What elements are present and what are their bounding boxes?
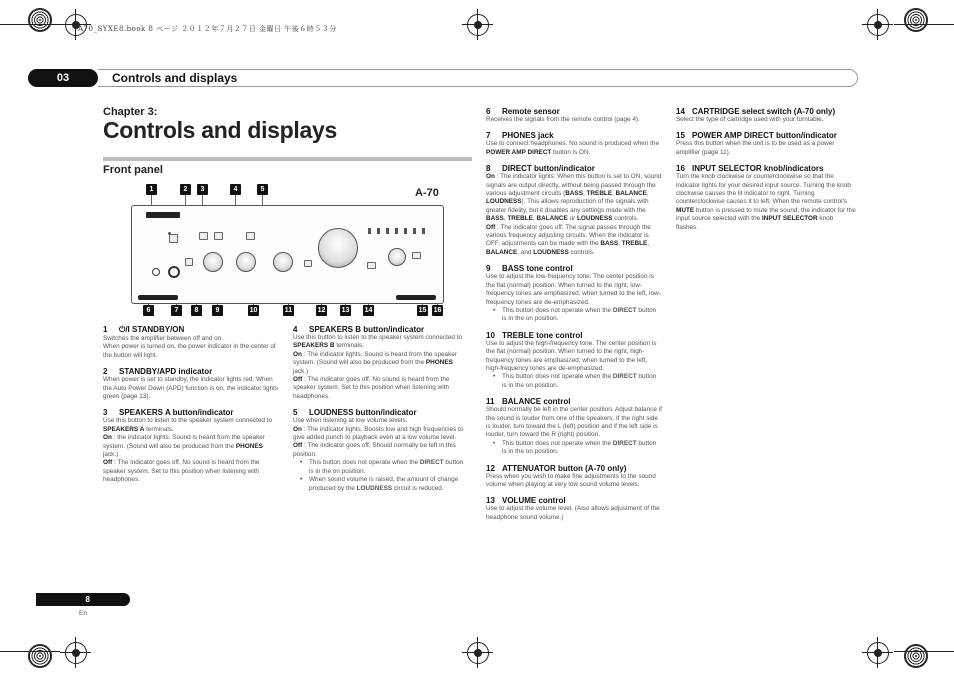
callout-7: 7 xyxy=(171,305,182,316)
item-title: 8 DIRECT button/indicator xyxy=(486,164,595,174)
column-3 xyxy=(486,107,662,529)
callout-1: 1 xyxy=(146,184,157,195)
item-16 xyxy=(676,164,856,232)
item-number: 2 xyxy=(103,367,108,377)
item-body-text: Off : The indicator goes off. No sound is heard from the speaker system. Set to this position when listening with headphones. xyxy=(103,459,260,484)
color-target-icon xyxy=(28,644,52,668)
item-13 xyxy=(486,496,662,522)
item-title: 11 BALANCE control xyxy=(486,397,571,407)
item-body-text: On : The indicator lights. Sound is heard from the speaker system. (Sound will also be produced from the PHONES jack.) xyxy=(293,350,457,375)
callout-10: 10 xyxy=(249,307,258,314)
item-number: 7 xyxy=(486,131,491,141)
registration-mark-icon xyxy=(867,642,889,664)
power-amp-direct-button[interactable] xyxy=(412,252,421,259)
item-number: 5 xyxy=(293,408,298,418)
item-title: 10 TREBLE tone control xyxy=(486,330,583,340)
item-body-text: Use to adjust the volume level. (Also allows adjustment of the headphone sound volume.) xyxy=(486,505,660,521)
color-target-icon xyxy=(28,8,52,32)
item-title: 13 VOLUME control xyxy=(486,496,566,506)
item-title: 16 INPUT SELECTOR knob/indicators xyxy=(676,164,824,174)
chapter-tab-title: Controls and displays xyxy=(112,71,238,85)
color-target-icon xyxy=(904,8,928,32)
item-number: 13 xyxy=(486,496,495,506)
bass-knob[interactable] xyxy=(203,252,223,272)
item-title: 1 ⏻/I STANDBY/ON xyxy=(103,325,185,334)
item-body-text: Turn the knob clockwise or counterclockwise so that the indicator lights for your desired input source. Turning the knob clockwise causes the lit indicator to right. Turning counterclockwise causes it to left. When the remote control's MUTE button is pressed to mute the sound, the indicator for the input source selected with the INPUT SELECTOR knob flashes. xyxy=(676,173,856,231)
volume-knob[interactable] xyxy=(318,228,358,268)
page-number: 8 xyxy=(36,593,130,606)
callout-12: 12 xyxy=(317,307,326,314)
balance-knob[interactable] xyxy=(273,252,293,272)
callout-9: 9 xyxy=(212,305,223,316)
item-number: 8 xyxy=(486,164,491,174)
item-title: 6 Remote sensor xyxy=(486,107,560,116)
item-title: 3 SPEAKERS A button/indicator xyxy=(103,408,234,418)
item-6 xyxy=(486,107,662,124)
item-title: 12 ATTENUATOR button (A-70 only) xyxy=(486,463,627,473)
item-2 xyxy=(103,367,279,401)
item-12 xyxy=(486,464,662,490)
crop-mark xyxy=(894,651,954,652)
item-title: 2 STANDBY/APD indicator xyxy=(103,367,213,377)
item-title: 15 POWER AMP DIRECT button/indicator xyxy=(676,131,837,141)
direct-button[interactable] xyxy=(185,258,193,266)
item-5 xyxy=(293,408,469,493)
registration-mark-icon xyxy=(467,14,489,36)
section-divider xyxy=(103,157,472,161)
remote-sensor xyxy=(152,268,160,276)
treble-knob[interactable] xyxy=(236,252,256,272)
chapter-tab-number: 03 xyxy=(28,69,98,87)
item-body-text: On : The indicator lights. Boosts low and high frequencies to give added punch to playback even at a low volume level. xyxy=(293,425,464,442)
item-3 xyxy=(103,408,279,484)
item-body-text: On : The indicator lights: When this button is set to ON, sound signals are output directly, without being passed through the various adjustment circuits (BASS, TREBLE, BALANCE, LOUDNESS). This allows reproduction of the signals with greater fidelity, but it disables any settings made with the BASS, TREBLE, BALANCE or LOUDNESS controls. xyxy=(486,173,662,223)
phones-jack[interactable] xyxy=(168,266,180,278)
item-8 xyxy=(486,164,662,257)
input-selector-knob[interactable] xyxy=(388,248,406,266)
item-number: 3 xyxy=(103,408,108,418)
item-bullet: • This button does not operate when the DIRECT button is in the on position. xyxy=(293,459,469,476)
item-10 xyxy=(486,331,662,390)
item-bullet: • This button does not operate when the DIRECT button is in the on position. xyxy=(486,307,662,324)
item-body-text: Off : The indicator goes off: The signal passes through the various frequency adjusting circuits. When the indicator is OFF, adjustments can be made with the BASS, TREBLE, BALANCE, and LOUDNESS controls. xyxy=(486,223,651,256)
item-body-text: When power is turned on, the power indicator in the center of the button will light. xyxy=(103,343,276,359)
item-9 xyxy=(486,264,662,323)
front-panel-illustration xyxy=(131,205,444,304)
item-number: 1 xyxy=(103,325,108,334)
language-code: En xyxy=(79,610,87,617)
item-body-text: Use to connect headphones. No sound is produced when the POWER AMP DIRECT button is ON. xyxy=(486,140,660,156)
callout-6: 6 xyxy=(143,305,154,316)
item-title: 14 CARTRIDGE select switch (A-70 only) xyxy=(676,107,836,116)
callout-2: 2 xyxy=(180,184,191,195)
item-1 xyxy=(103,325,279,360)
item-body-text: When power is set to standby, the indicator lights red. When the Auto Power Down (APD) function is on, the indicator lights green (page 13). xyxy=(103,376,279,401)
item-body-text: Use this button to listen to the speaker system connected to SPEAKERS A terminals. xyxy=(103,417,273,433)
column-1 xyxy=(103,325,279,492)
item-body-text: Off : The indicator goes off. Should normally be left in this position. xyxy=(293,442,456,458)
speakers-b-button[interactable] xyxy=(214,232,223,240)
callout-5: 5 xyxy=(257,184,268,195)
item-body-text: Press when you wish to make fine adjustments to the sound volume when playing at very low sound volume levels. xyxy=(486,472,656,488)
callout-4: 4 xyxy=(230,184,241,195)
item-number: 6 xyxy=(486,107,491,116)
file-header-meta: A70_SYXE8.book 8 ページ ２０１２年７月２７日 金曜日 午後６時５３分 xyxy=(78,25,337,33)
item-number: 15 xyxy=(676,131,685,141)
item-body-text: Use this button to listen to the speaker system connected to SPEAKERS B terminals. xyxy=(293,334,463,350)
crop-mark xyxy=(0,24,60,25)
callout-11: 11 xyxy=(284,307,293,314)
speakers-a-button[interactable] xyxy=(199,232,208,240)
item-15 xyxy=(676,131,856,157)
item-number: 11 xyxy=(486,397,495,407)
panel-foot-right xyxy=(396,295,436,300)
registration-mark-icon xyxy=(867,14,889,36)
item-11 xyxy=(486,397,662,456)
registration-mark-icon xyxy=(467,642,489,664)
callout-8: 8 xyxy=(191,305,202,316)
section-title: Front panel xyxy=(103,164,163,176)
item-number: 4 xyxy=(293,325,298,334)
color-target-icon xyxy=(904,644,928,668)
callout-15: 15 xyxy=(418,307,427,314)
cartridge-switch[interactable] xyxy=(367,262,376,269)
item-bullet: • When sound volume is raised, the amount of change produced by the LOUDNESS circuit is reduced. xyxy=(293,476,469,493)
page-title: Controls and displays xyxy=(103,117,337,143)
crop-mark xyxy=(0,651,60,652)
item-4 xyxy=(293,325,469,401)
column-2 xyxy=(293,325,469,500)
item-body-text: Use to adjust the high-frequency tone. The center position is the flat (normal) position. When turned to the right, high-frequency tones are emphasized; when turned to the left, high-frequency tones are de-emphasized. xyxy=(486,339,657,372)
item-title: 7 PHONES jack xyxy=(486,131,554,141)
item-body-text: Select the type of cartridge used with your turntable. xyxy=(676,116,824,123)
item-number: 12 xyxy=(486,463,495,473)
chapter-label: Chapter 3: xyxy=(103,106,158,118)
model-label: A-70 xyxy=(415,187,439,199)
loudness-button[interactable] xyxy=(246,232,255,240)
item-bullet: • This button does not operate when the DIRECT button is in the on position. xyxy=(486,440,662,457)
item-body-text: Receives the signals from the remote control (page 4). xyxy=(486,116,640,123)
item-number: 14 xyxy=(676,107,685,116)
item-title: 4 SPEAKERS B button/indicator xyxy=(293,325,425,334)
panel-foot-left xyxy=(138,295,178,300)
input-indicator-row xyxy=(368,228,428,234)
brand-logo xyxy=(146,212,180,218)
column-4 xyxy=(676,107,856,239)
attenuator-button[interactable] xyxy=(304,260,312,267)
crop-mark xyxy=(894,24,954,25)
item-bullet: • This button does not operate when the DIRECT button is in the on position. xyxy=(486,373,662,390)
item-body-text: Use to adjust the low-frequency tone. The center position is the flat (normal) position. When turned to the right, low-frequency tones are emphasized; when turned to the left, low-frequency tones are de-emphasized. xyxy=(486,273,661,306)
item-body-text: On : the indicator lights. Sound is heard from the speaker system. (Sound will also be produced from the PHONES jack.) xyxy=(103,434,265,459)
item-number: 9 xyxy=(486,264,491,274)
item-7 xyxy=(486,131,662,157)
standby-on-button[interactable] xyxy=(169,234,178,243)
chapter-tab-bar xyxy=(28,69,858,87)
callout-3: 3 xyxy=(197,184,208,195)
item-number: 16 xyxy=(676,164,685,174)
item-title: 9 BASS tone control xyxy=(486,264,573,274)
item-body-text: Press this button when the unit is to be used as a power amplifier (page 11). xyxy=(676,140,835,156)
callout-13: 13 xyxy=(341,307,350,314)
item-body-text: Use when listening at low volume levels. xyxy=(293,417,408,425)
item-number: 10 xyxy=(486,330,495,340)
callout-14: 14 xyxy=(364,307,373,314)
item-title: 5 LOUDNESS button/indicator xyxy=(293,408,417,418)
item-body-text: Switches the amplifier between off and on. xyxy=(103,335,223,342)
item-body-text: Off : The indicator goes off. No sound is heard from the speaker system. Set to this position when listening with headphones. xyxy=(293,376,450,400)
registration-mark-icon xyxy=(65,642,87,664)
callout-16: 16 xyxy=(433,307,442,314)
item-body-text: Should normally be left in the center position. Adjust balance if the sound is louder from one of the speakers. If the right side is louder, turn toward the L (left) position and if the left side is louder, turn toward the R (right) position. xyxy=(486,406,662,439)
item-14 xyxy=(676,107,856,124)
